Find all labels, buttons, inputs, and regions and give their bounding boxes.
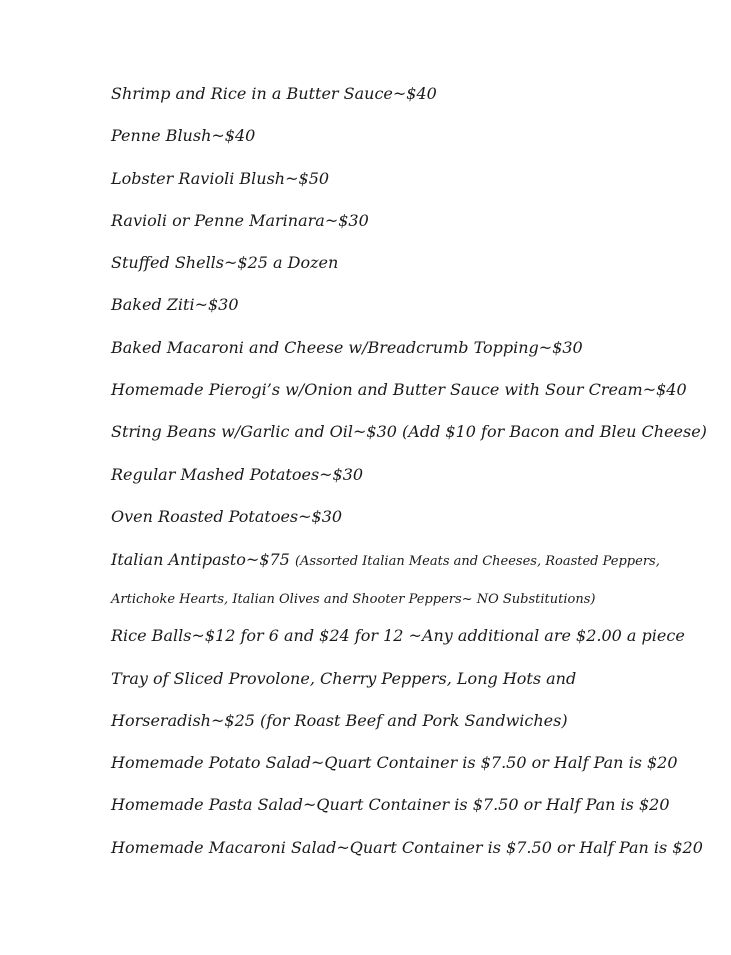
menu-item-string-beans: String Beans w/Garlic and Oil~$30 (Add $10 for Bacon and Bleu Cheese) (111, 422, 707, 441)
menu-item-roasted-potatoes: Oven Roasted Potatoes~$30 (111, 507, 343, 526)
menu-item-penne-blush: Penne Blush~$40 (111, 126, 256, 145)
menu-item-potato-salad: Homemade Potato Salad~Quart Container is $7.50 or Half Pan is $20 (111, 753, 678, 772)
menu-item-rice-balls: Rice Balls~$12 for 6 and $24 for 12 ~Any additional are $2.00 a piece (111, 626, 685, 645)
menu-item-baked-ziti: Baked Ziti~$30 (111, 295, 239, 314)
menu-item-pierogi: Homemade Pierogi’s w/Onion and Butter Sauce with Sour Cream~$40 (111, 380, 687, 399)
menu-item-antipasto (111, 550, 660, 572)
antipasto-name: Italian Antipasto~$75 (111, 550, 290, 569)
menu-item-pasta-salad: Homemade Pasta Salad~Quart Container is $7.50 or Half Pan is $20 (111, 795, 670, 814)
menu-item-tray-line2: Horseradish~$25 (for Roast Beef and Pork Sandwiches) (111, 711, 568, 730)
menu-item-mashed-potatoes: Regular Mashed Potatoes~$30 (111, 465, 364, 484)
menu-item-macaroni-salad: Homemade Macaroni Salad~Quart Container is $7.50 or Half Pan is $20 (111, 838, 703, 857)
antipasto-detail-line2: Artichoke Hearts, Italian Olives and Shooter Peppers~ NO Substitutions) (111, 592, 596, 607)
menu-item-stuffed-shells: Stuffed Shells~$25 a Dozen (111, 253, 339, 272)
menu-item-lobster-ravioli: Lobster Ravioli Blush~$50 (111, 169, 330, 188)
menu-item-mac-cheese: Baked Macaroni and Cheese w/Breadcrumb Topping~$30 (111, 338, 583, 357)
menu-item-tray-line1: Tray of Sliced Provolone, Cherry Peppers, Long Hots and (111, 669, 577, 688)
menu-item-shrimp-rice: Shrimp and Rice in a Butter Sauce~$40 (111, 84, 437, 103)
antipasto-detail-line1: (Assorted Italian Meats and Cheeses, Roasted Peppers, (294, 554, 660, 569)
menu-item-ravioli-marinara: Ravioli or Penne Marinara~$30 (111, 211, 369, 230)
